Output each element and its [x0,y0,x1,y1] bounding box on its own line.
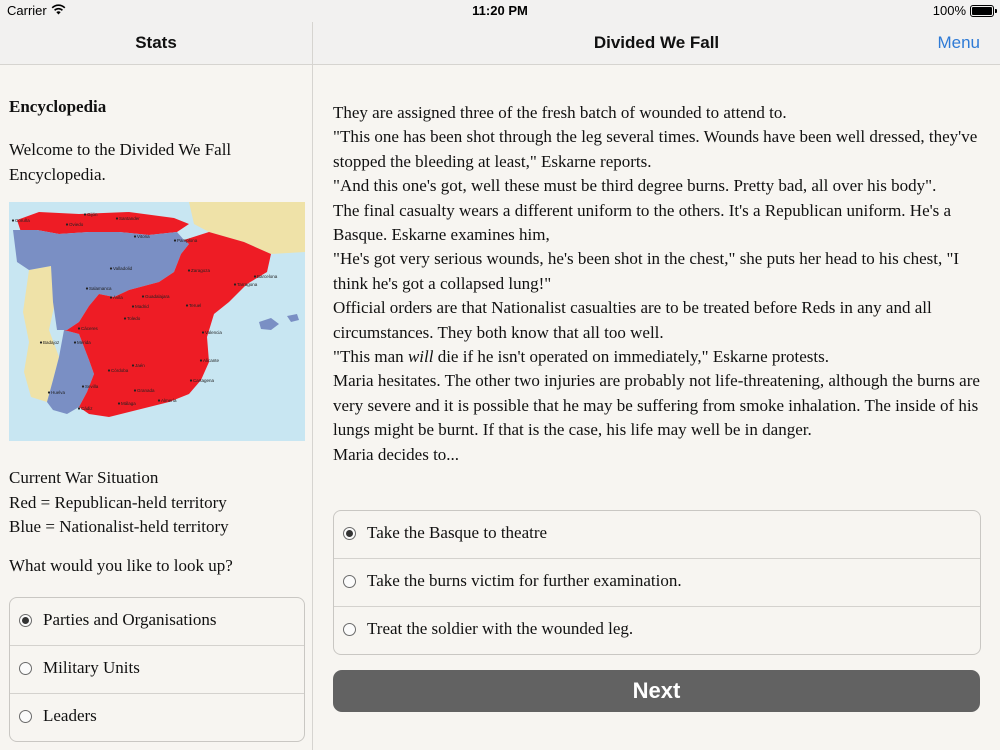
split-divider [312,22,313,750]
map-city-dot [234,283,236,285]
map-city-dot [12,219,14,221]
welcome-text: Welcome to the Divided We Fall Encyclopedia. [9,140,232,184]
map-city-label: Málaga [121,401,136,406]
map-city-label: Mérida [77,340,91,345]
story-choices [333,510,981,655]
map-city-label: Ávila [113,295,123,300]
map-city-label: Huelva [51,390,66,395]
next-button[interactable]: Next [333,670,980,712]
map-city-label: Granada [137,388,155,393]
story-paragraph: Maria decides to... [333,444,460,464]
map-city-label: Alicante [203,358,220,363]
battery-icon [970,5,994,17]
story-text [333,101,983,467]
map-city-dot [188,269,190,271]
map-city-label: Vitoria [137,234,150,239]
choice-wounded-leg[interactable] [334,607,980,654]
map-city-dot [186,304,188,306]
menu-button[interactable]: Menu [937,33,980,52]
option-label: Parties and Organisations [43,610,217,629]
map-city-dot [134,389,136,391]
map-city-dot [134,235,136,237]
map-city-dot [190,379,192,381]
situation-title: Current War Situation [9,468,159,487]
story-paragraph: They are assigned three of the fresh batch of wounded to attend to. [333,103,787,122]
sidebar-title: Stats [135,33,177,52]
map-city-dot [74,341,76,343]
lookup-question: What would you like to look up? [9,556,233,575]
option-label: Leaders [43,706,97,725]
lookup-option-military-units[interactable] [10,646,304,694]
page-title: Divided We Fall [593,33,720,52]
map-city-label: Barcelona [257,274,278,279]
map-city-dot [202,331,204,333]
map-city-dot [116,217,118,219]
carrier-label: Carrier [7,3,47,18]
map-city-label: Madrid [135,304,149,309]
map-city-dot [174,239,176,241]
story-paragraph: Maria hesitates. The other two injuries are probably not life-threatening, although the burns are very severe and it is possible that he may be suffering from smoke inhalation. The inside of his lungs might be burnt. If that is the case, his life may well be in danger. [333,371,980,440]
map-city-label: Zaragoza [191,268,211,273]
map-city-label: Pamplona [177,238,198,243]
map-city-label: Badajoz [43,340,60,345]
choice-label: Take the burns victim for further examination. [367,571,682,590]
map-city-label: Cartagena [193,378,215,383]
map-city-dot [132,305,134,307]
choice-label: Take the Basque to theatre [367,523,548,542]
map-city-dot [142,295,144,297]
encyclopedia-heading: Encyclopedia [9,97,107,116]
story-paragraph-emphasis [333,345,983,369]
story-paragraph: "And this one's got, well these must be third degree burns. Pretty bad, all over his body". [333,176,937,196]
map-city-label: Valencia [205,330,222,335]
story-text-after: die if he isn't operated on immediately," Eskarne protests. [433,347,829,367]
legend-blue: Blue = Nationalist-held territory [9,517,229,536]
choice-burns-victim[interactable] [334,559,980,607]
map-city-dot [40,341,42,343]
map-city-label: Jaén [135,363,145,368]
story-text-before: "This man [333,347,408,367]
radio-icon[interactable] [343,527,356,540]
choice-basque-theatre[interactable] [334,511,980,559]
lookup-option-parties[interactable] [10,598,304,646]
map-city-dot [84,213,86,215]
lookup-options [9,597,305,742]
battery-percent: 100% [932,3,966,18]
map-city-dot [110,267,112,269]
map-city-dot [108,369,110,371]
map-city-dot [82,385,84,387]
navigation-bar [0,22,1000,65]
story-paragraph: "This one has been shot through the leg several times. Wounds have been well dressed, they've stopped the bleeding at least," Eskarne reports. [333,127,978,171]
map-city-label: Cáceres [81,326,98,331]
clock: 11:20 PM [472,3,528,18]
map-city-label: Oviedo [69,222,84,227]
map-city-dot [124,317,126,319]
sidebar[interactable] [0,65,312,750]
map-city-dot [110,296,112,298]
map-city-label: Sevilla [85,384,99,389]
radio-icon[interactable] [343,575,356,588]
map-city-dot [78,327,80,329]
spain-war-map [9,202,305,441]
map-city-label: Salamanca [89,286,112,291]
war-situation-legend [9,466,229,540]
map-city-dot [48,391,50,393]
map-city-dot [66,223,68,225]
map-city-label: Coruña [15,218,30,223]
map-city-label: Almería [161,398,177,403]
radio-icon[interactable] [343,623,356,636]
radio-icon[interactable] [19,662,32,675]
map-city-label: Valladolid [113,266,133,271]
story-emphasis: will [407,347,434,367]
radio-icon[interactable] [19,710,32,723]
story-paragraph: Official orders are that Nationalist casualties are to be treated before Reds in any and all circumstances. They both know that all too well. [333,298,932,342]
map-city-dot [254,275,256,277]
map-city-label: Toledo [127,316,141,321]
map-city-label: Cádiz [81,406,93,411]
map-city-dot [118,402,120,404]
map-city-dot [158,399,160,401]
legend-red: Red = Republican-held territory [9,492,227,512]
map-city-dot [132,364,134,366]
choice-label: Treat the soldier with the wounded leg. [367,619,634,638]
lookup-option-leaders[interactable] [10,694,304,741]
map-city-label: Teruel [189,303,202,308]
story-paragraph: The final casualty wears a different uniform to the others. It's a Republican uniform. He's a Basque. Eskarne examines him, [333,200,952,245]
radio-icon[interactable] [19,614,32,627]
map-city-label: Guadalajara [145,294,170,299]
map-city-label: Córdoba [111,368,129,373]
option-label: Military Units [43,658,140,677]
status-bar [0,0,1000,22]
map-city-dot [200,359,202,361]
map-city-label: Gijón [87,212,98,217]
map-city-label: Santander [119,216,140,221]
map-city-label: Tarragona [237,282,258,287]
story-paragraph: "He's got very serious wounds, he's been shot in the chest," she puts her head to his chest, "I think he's got a collapsed lung!" [333,249,960,293]
map-city-dot [86,287,88,289]
map-city-dot [78,407,80,409]
